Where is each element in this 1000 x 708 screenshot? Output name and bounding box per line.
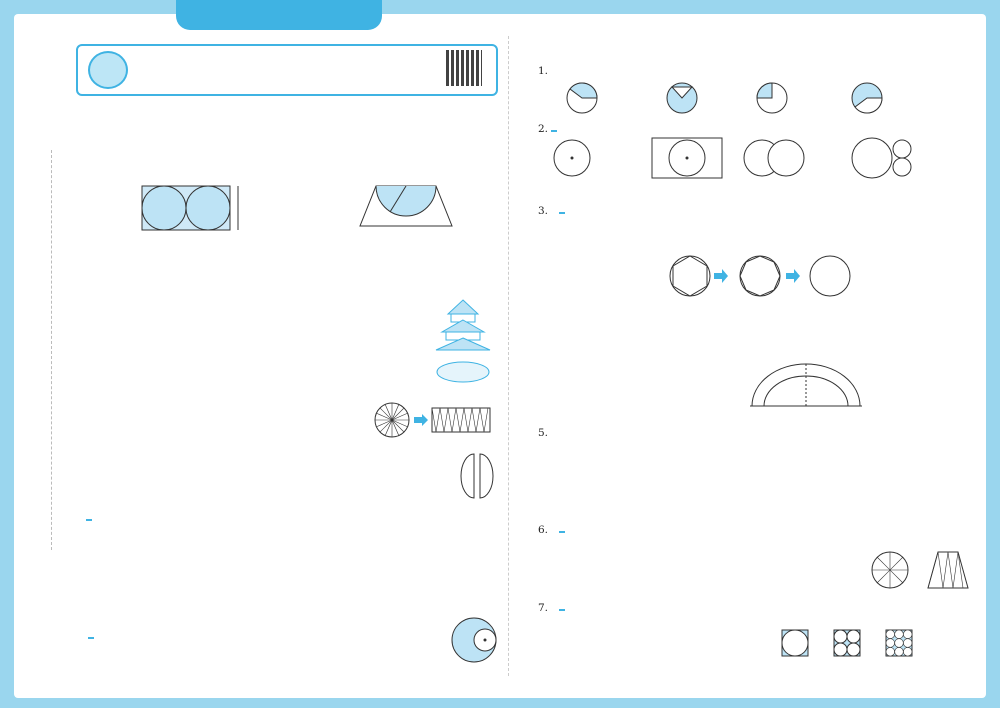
tag-error-prone [559,609,565,611]
tag-textbook [551,130,557,132]
two-circles-figure [138,184,288,239]
trapezoid-semicircle-figure [356,180,456,235]
left-page [58,30,498,690]
nested-circles-figure [450,616,498,664]
qr-code-icon[interactable] [446,50,482,86]
binding-line [30,150,52,550]
sector-options-figure [552,80,882,120]
question-4 [86,263,94,282]
publisher-logo [88,51,128,89]
choice-1: 1. [538,65,552,77]
tag-math-culture [559,212,565,214]
tag-error-prone [559,531,565,533]
symmetry-options-figure [552,136,932,184]
question-8 [86,509,94,528]
semicircle-path-figure [746,360,866,416]
title-box [76,44,498,96]
split-circle-figure [460,450,494,504]
page-divider [508,36,509,676]
header-ribbon [176,0,382,30]
polygon-approximation-figure [668,254,858,300]
choice-6: 6. [538,521,567,540]
choice-2: 2. [538,120,559,139]
tag-culture [88,637,94,639]
choice-5: 5. [538,427,552,439]
question-10 [80,627,96,646]
tag-error-prone [86,519,92,521]
circle-to-rectangle-figure [374,402,494,442]
square-circles-figure [780,628,930,658]
question-9 [86,568,94,587]
circle-to-trapezoid-figure [870,550,970,594]
right-page [518,30,978,690]
choice-3: 3. [538,202,567,221]
choice-7: 7. [538,599,567,618]
temple-illustration [434,298,492,386]
question-5 [86,348,94,367]
